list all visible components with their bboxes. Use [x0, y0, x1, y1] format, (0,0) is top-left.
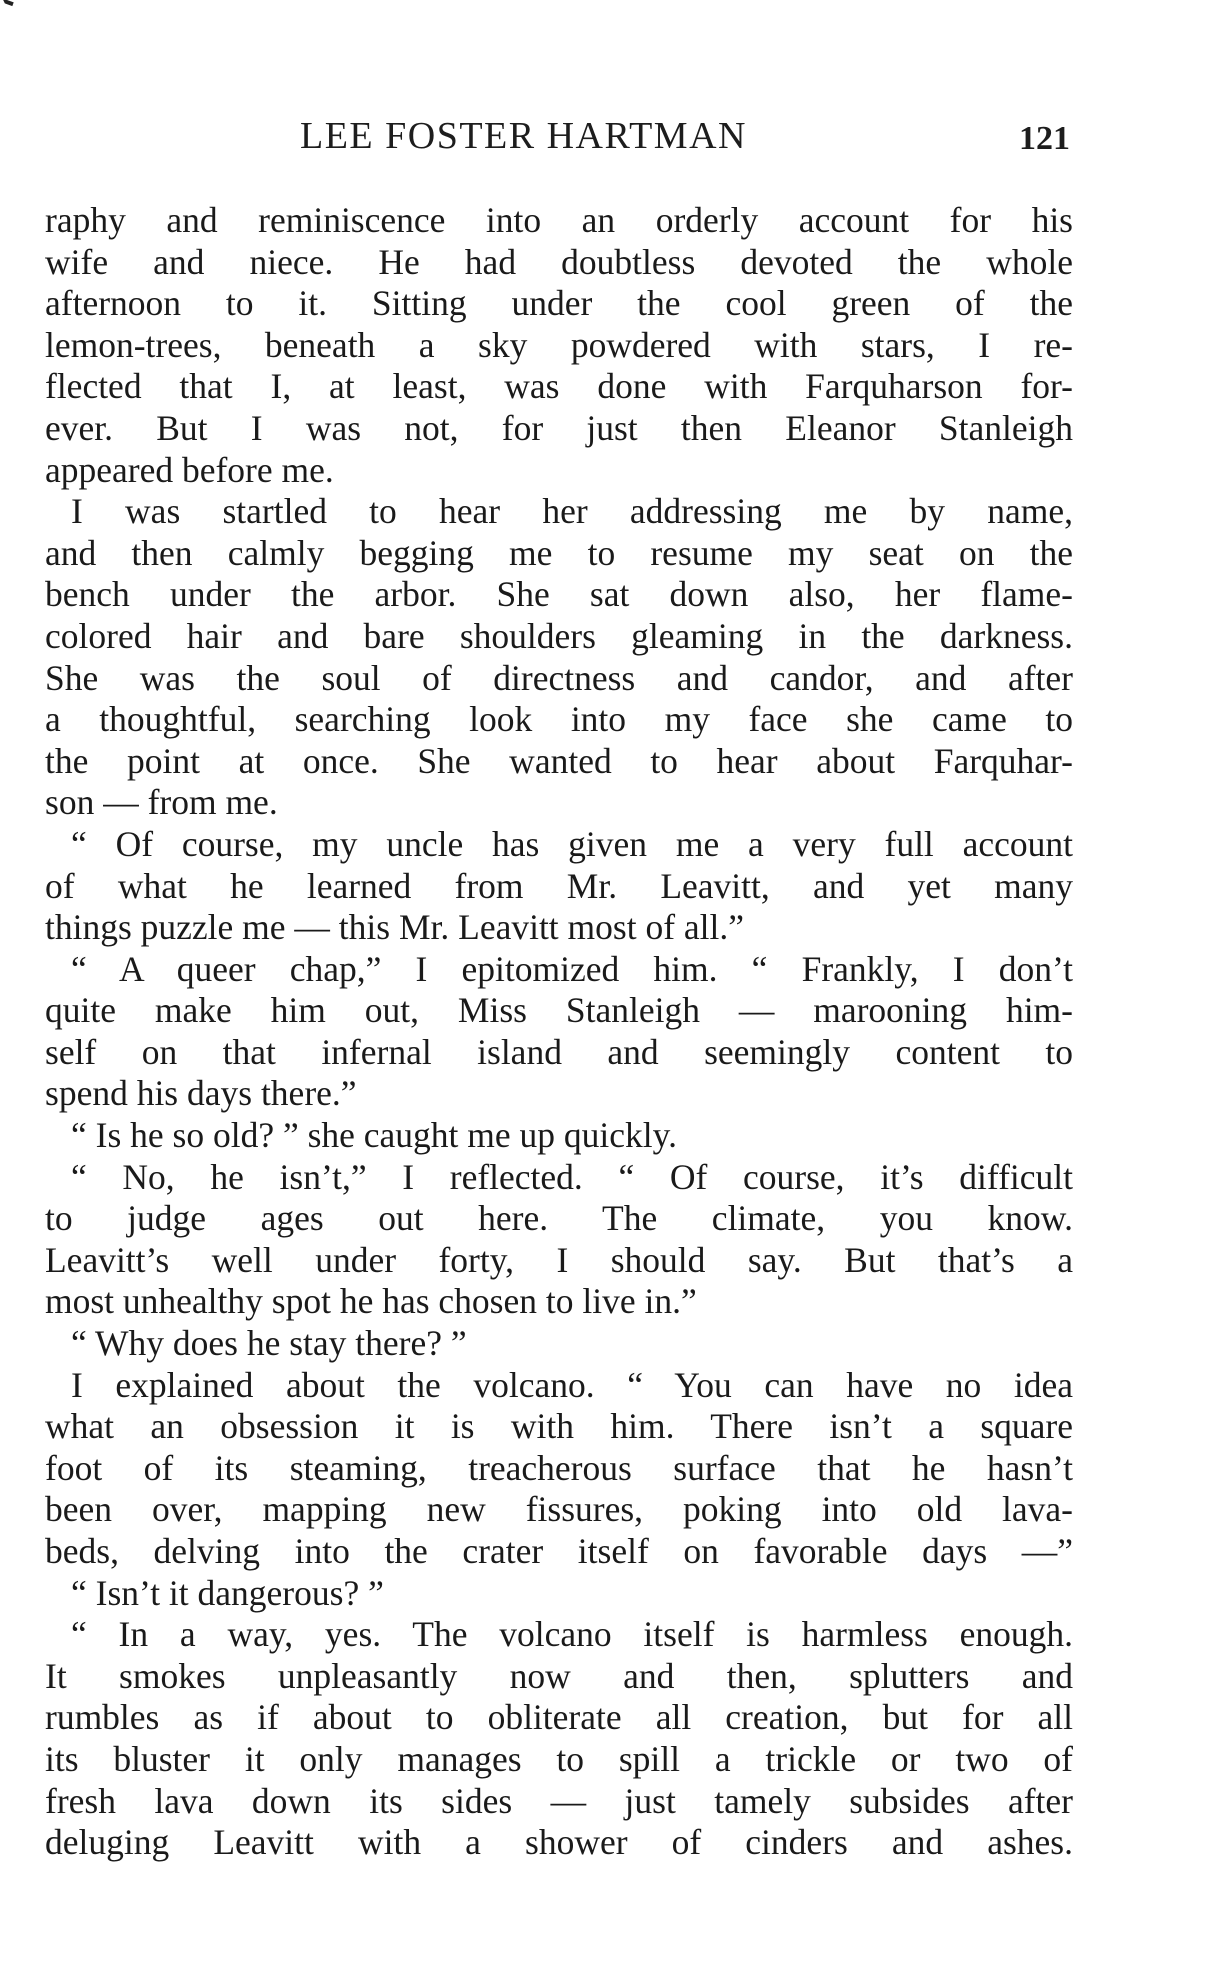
text-line: “ Isn’t it dangerous? ” — [71, 1572, 384, 1613]
text-line: been over, mapping new fissures, poking into old lava- — [45, 1489, 1073, 1530]
text-line: flected that I, at least, was done with Farquharson for- — [45, 366, 1073, 407]
text-line: what an obsession it is with him. There isn’t a square — [45, 1406, 1073, 1447]
text-line: a thoughtful, searching look into my face she came to — [45, 699, 1073, 740]
text-line: “ Why does he stay there? ” — [71, 1323, 467, 1364]
text-line: raphy and reminiscence into an orderly account for his — [45, 200, 1073, 240]
text-line: spend his days there.” — [45, 1073, 357, 1114]
text-line: afternoon to it. Sitting under the cool green of the — [45, 283, 1073, 324]
text-line: I was startled to hear her addressing me by name, — [71, 491, 1073, 532]
text-line: the point at once. She wanted to hear about Farquhar- — [45, 740, 1073, 781]
text-line: bench under the arbor. She sat down also, her flame- — [45, 574, 1073, 615]
text-line: things puzzle me — this Mr. Leavitt most of all.” — [45, 907, 745, 948]
text-line: its bluster it only manages to spill a trickle or two of — [45, 1738, 1073, 1779]
text-line: She was the soul of directness and candor, and after — [45, 657, 1073, 698]
scan-corner-mark — [0, 0, 14, 14]
text-line: “ A queer chap,” I epitomized him. “ Frankly, I don’t — [71, 948, 1073, 989]
text-line: foot of its steaming, treacherous surface that he hasn’t — [45, 1447, 1073, 1488]
text-line: I explained about the volcano. “ You can have no idea — [71, 1364, 1073, 1405]
text-line: quite make him out, Miss Stanleigh — marooning him- — [45, 990, 1073, 1031]
body-text — [45, 200, 1073, 1864]
text-line: self on that infernal island and seemingly content to — [45, 1031, 1073, 1072]
text-line: wife and niece. He had doubtless devoted the whole — [45, 241, 1073, 282]
text-line: appeared before me. — [45, 449, 334, 490]
running-title: LEE FOSTER HARTMAN — [300, 115, 747, 157]
page-number: 121 — [1019, 120, 1070, 157]
text-line: rumbles as if about to obliterate all creation, but for all — [45, 1697, 1073, 1738]
text-line: It smokes unpleasantly now and then, splutters and — [45, 1655, 1073, 1696]
text-line: colored hair and bare shoulders gleaming in the darkness. — [45, 615, 1073, 656]
text-line: Leavitt’s well under forty, I should say. But that’s a — [45, 1239, 1073, 1280]
text-line: ever. But I was not, for just then Eleanor Stanleigh — [45, 407, 1073, 448]
text-line: deluging Leavitt with a shower of cinders and ashes. — [45, 1822, 1073, 1863]
text-line: of what he learned from Mr. Leavitt, and yet many — [45, 865, 1073, 906]
text-line: fresh lava down its sides — just tamely subsides after — [45, 1780, 1073, 1821]
text-line: son — from me. — [45, 782, 278, 823]
text-line: “ Is he so old? ” she caught me up quickly. — [71, 1115, 677, 1156]
text-line: to judge ages out here. The climate, you know. — [45, 1198, 1073, 1239]
text-line: “ Of course, my uncle has given me a very full account — [71, 823, 1073, 864]
text-line: “ No, he isn’t,” I reflected. “ Of course, it’s difficult — [71, 1156, 1073, 1197]
text-line: most unhealthy spot he has chosen to live in.” — [45, 1281, 697, 1322]
text-line: and then calmly begging me to resume my seat on the — [45, 532, 1073, 573]
text-line: “ In a way, yes. The volcano itself is harmless enough. — [71, 1614, 1073, 1655]
text-line: lemon-trees, beneath a sky powdered with stars, I re- — [45, 324, 1073, 365]
text-line: beds, delving into the crater itself on favorable days —” — [45, 1531, 1073, 1571]
running-head — [60, 114, 1070, 160]
